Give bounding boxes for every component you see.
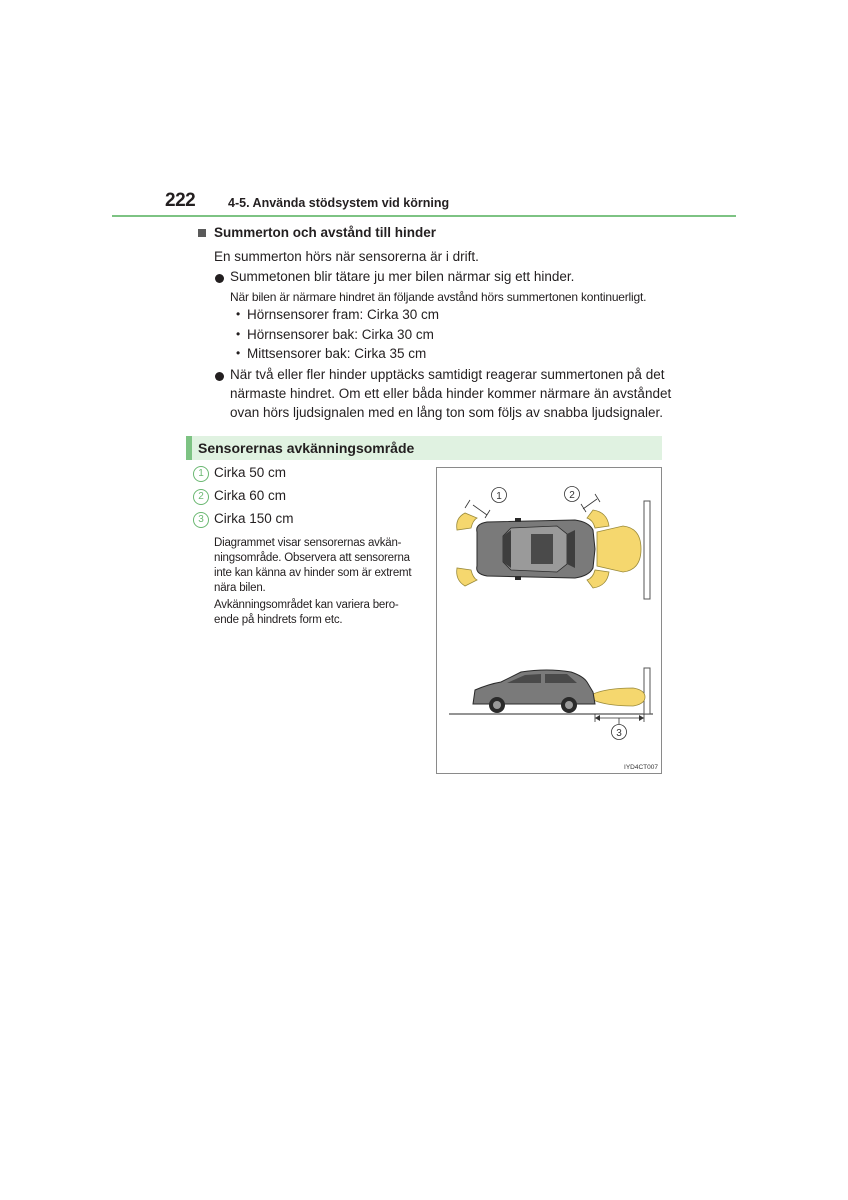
number-1-icon: 1 bbox=[193, 466, 209, 482]
detection-item-3: Cirka 150 cm bbox=[214, 511, 294, 526]
dimension-line-2 bbox=[583, 499, 597, 509]
sub-item-rear-corner: Hörnsensorer bak: Cirka 30 cm bbox=[247, 327, 434, 342]
square-bullet-icon bbox=[198, 229, 206, 237]
detection-item-1: Cirka 50 cm bbox=[214, 465, 287, 480]
dimension-tick bbox=[581, 504, 586, 512]
figure-code: IYD4CT007 bbox=[624, 764, 658, 771]
rear-corner-zone-top bbox=[587, 510, 609, 528]
diagram-svg bbox=[437, 468, 663, 775]
note-1-line: ningsområde. Observera att sensorerna bbox=[214, 552, 410, 564]
dimension-line-1 bbox=[473, 505, 487, 515]
buzzer-bullet-1: Summetonen blir tätare ju mer bilen närmar sig ett hinder. bbox=[230, 269, 575, 284]
rear-center-zone bbox=[597, 526, 641, 572]
note-1-line: nära bilen. bbox=[214, 582, 266, 594]
buzzer-intro: En summerton hörs när sensorerna är i drift. bbox=[214, 249, 479, 264]
wall-top-view bbox=[644, 501, 650, 599]
buzzer-bullet-2-line-2: närmaste hindret. Om ett eller båda hinder kommer närmare än avståndet bbox=[230, 386, 672, 401]
sub-item-front-corner: Hörnsensorer fram: Cirka 30 cm bbox=[247, 307, 440, 322]
car-side-view bbox=[473, 670, 595, 713]
note-2-line: Avkänningsområdet kan variera bero- bbox=[214, 599, 399, 611]
header-divider bbox=[112, 215, 736, 217]
page-number: 222 bbox=[165, 190, 196, 211]
bullet-dot-icon bbox=[215, 372, 224, 381]
label-2-text: 2 bbox=[569, 490, 575, 501]
dimension-tick bbox=[465, 500, 470, 508]
label-1-text: 1 bbox=[496, 491, 502, 502]
detection-note-2 bbox=[214, 598, 424, 628]
sub-bullet-icon: • bbox=[236, 327, 241, 341]
dimension-arrow bbox=[639, 715, 644, 721]
section-title: 4-5. Använda stödsystem vid körning bbox=[228, 196, 450, 210]
sub-item-rear-center: Mittsensorer bak: Cirka 35 cm bbox=[247, 346, 427, 361]
dimension-arrow bbox=[595, 715, 600, 721]
sensor-range-diagram bbox=[436, 467, 662, 774]
number-3-icon: 3 bbox=[193, 512, 209, 528]
detection-item-2: Cirka 60 cm bbox=[214, 488, 287, 503]
car-top-view bbox=[477, 518, 595, 580]
buzzer-heading-text: Summerton och avstånd till hinder bbox=[214, 225, 437, 240]
dimension-tick bbox=[595, 494, 600, 502]
buzzer-bullet-2-line-3: ovan hörs ljudsignalen med en lång ton som följs av snabba ljudsignaler. bbox=[230, 405, 664, 420]
front-corner-zone-top bbox=[457, 513, 477, 530]
note-1-line: inte kan känna av hinder som är extremt bbox=[214, 567, 412, 579]
rear-side-zone bbox=[593, 688, 645, 706]
buzzer-heading bbox=[198, 225, 436, 240]
sub-bullet-icon: • bbox=[236, 346, 241, 360]
detection-note-1 bbox=[214, 536, 424, 596]
bullet-dot-icon bbox=[215, 274, 224, 283]
label-3-text: 3 bbox=[616, 728, 622, 739]
wall-side-view bbox=[644, 668, 650, 714]
sub-bullet-icon: • bbox=[236, 307, 241, 321]
buzzer-bullet-2-line-1: När två eller fler hinder upptäcks samtidigt reagerar summertonen på det bbox=[230, 367, 665, 382]
rear-corner-zone-bottom bbox=[587, 570, 609, 588]
buzzer-bullet-1-detail: När bilen är närmare hindret än följande avstånd hörs summertonen kontinuerligt. bbox=[230, 290, 647, 304]
number-2-icon: 2 bbox=[193, 489, 209, 505]
detection-heading: Sensorernas avkänningsområde bbox=[186, 436, 662, 460]
note-1-line: Diagrammet visar sensorernas avkän- bbox=[214, 537, 402, 549]
front-corner-zone-bottom bbox=[457, 568, 477, 586]
note-2-line: ende på hindrets form etc. bbox=[214, 614, 343, 626]
